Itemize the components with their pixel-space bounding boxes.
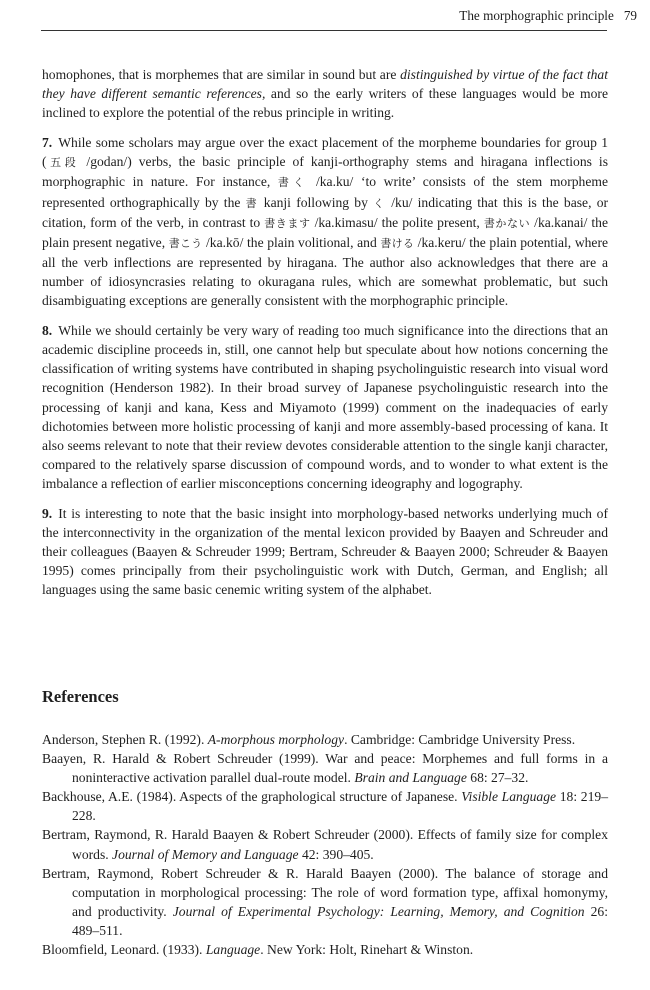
text-span: It is interesting to note that the basic insight into morphology-based networks underlying much of the interconnectivity in the organization of the mental lexicon provided by Baayen and Schreuder and their colleagues (Baayen & Schreuder 1999; Bertram, Schreuder & Baayen 2000; Schreuder & Baayen 1995) comes principally from their psycholinguistic work with Dutch, German, and English; all languages using the same basic cenemic writing system of the alphabet. [42,505,608,598]
endnote-8 [42,321,608,493]
endnote-7 [42,133,608,310]
running-header [41,6,637,31]
ref-text: Bloomfield, Leonard. (1933). [42,942,206,958]
japanese-text: 書く [277,176,309,190]
japanese-text: 書ける [380,236,415,250]
main-text [42,65,608,610]
reference-entry [42,749,608,787]
text-span: /ka.kō/ the plain volitional, and [202,234,381,250]
ref-text: 68: 27–32. [466,770,529,786]
references-heading: References [42,687,119,706]
ref-text: Bertram, Raymond, Robert Schreuder & R. Harald Baayen (2000). The balance of storage and computation in morphological processing: The role of word formation type, affixal homonymy, and productivity. [42,865,608,919]
reference-entry [42,864,608,940]
text-span: /ka.kimasu/ the polite present, [310,214,484,230]
italic-phrase: distinguished by virtue of the fact that they have different semantic references, [42,67,608,102]
note-number: 8. [42,323,53,339]
ref-title: Journal of Memory and Language [112,846,299,862]
ref-title: Visible Language [461,789,557,805]
reference-entry [42,787,608,825]
ref-title: A-morphous morphology [207,732,345,747]
ref-text: 18: 219–228. [72,789,608,824]
running-head [459,8,637,24]
running-title: The morphographic principle [459,8,614,23]
page-number: 79 [623,8,637,23]
text-span: While some scholars may argue over the exact placement of the morpheme boundaries for group 1 ( [42,135,608,170]
text-span: /ku/ indicating that this is the base, or citation, form of the verb, in contrast to [42,194,609,230]
text-span: While we should certainly be very wary of reading too much significance into the directions that an academic discipline proceeds in, still, one cannot help but speculate about how notions concerning the classification of writing systems have contributed in shaping psycholinguistic research into visual word recognition (Henderson 1982). In their broad survey of Japanese psycholinguistic research into the processing of kanji and kana, Kess and Miyamoto (1999) comment on the inadequacies of early dichotomies between more holistic processing of kanji and more assembly-based processing of kana. It also seems relevant to note that their review devotes considerable attention to the single kanji character, compared to the relatively sparse discussion of compound words, and to wonder to what extent is the imbalance a reflection of earlier misconceptions concerning ideography and logography. [42,323,608,491]
text-span: /godan/) verbs, the basic principle of kanji-orthography stems and hiragana inflections is morphographic in nature. For instance, [42,154,608,190]
ref-title: Language [205,942,261,958]
ref-text: . New York: Holt, Rinehart & Winston. [260,942,474,958]
ref-title: Brain and Language [354,770,467,786]
text-span: /ka.kanai/ the plain present negative, [42,214,608,250]
ref-text: 42: 390–405. [298,846,374,862]
japanese-text: 五段 [46,156,80,170]
reference-list [42,730,608,959]
ref-text: Backhouse, A.E. (1984). Aspects of the graphological structure of Japanese. [42,789,462,805]
japanese-text: 書きます [264,216,311,230]
ref-text: . Cambridge: Cambridge University Press. [344,732,576,747]
endnote-9 [42,504,608,599]
note-number: 7. [42,135,53,151]
ref-text: Baayen, R. Harald & Robert Schreuder (1999). War and peace: Morphemes and full forms in a noninteractive activation parallel dual-route model. [42,751,608,786]
text-span: /ka.keru/ the plain potential, where all the verb inflections are represented by hiragana. The author also acknowledges that there are a number of idiosyncrasies relating to okuragana rules, which are somewhat problematic, but such disambiguating exceptions are generally consistent with the morphographic principle. [42,234,609,309]
reference-entry [42,730,608,749]
reference-entry [42,940,608,959]
text-span: kanji following by [258,194,374,210]
paragraph-continued [42,65,608,122]
ref-text: 26: 489–511. [72,903,608,938]
japanese-text: く [373,196,386,210]
japanese-text: 書かない [483,216,531,230]
text-span: and so the early writers of these languages would be more inclined to explore the potential of the rebus principle in writing. [42,86,608,121]
ref-title: Journal of Experimental Psychology: Learning, Memory, and Cognition [172,903,585,919]
text-span: /ka.ku/ ‘to write’ consists of the stem morpheme represented orthographically by the [42,174,608,210]
japanese-text: 書こう [168,236,203,250]
reference-entry [42,825,608,863]
ref-text: Anderson, Stephen R. (1992). [42,732,208,747]
japanese-text: 書 [245,196,259,210]
text-span: homophones, that is morphemes that are similar in sound but are [42,67,401,82]
ref-text: Bertram, Raymond, R. Harald Baayen & Robert Schreuder (2000). Effects of family size for complex words. [42,827,608,862]
note-number: 9. [42,505,53,521]
